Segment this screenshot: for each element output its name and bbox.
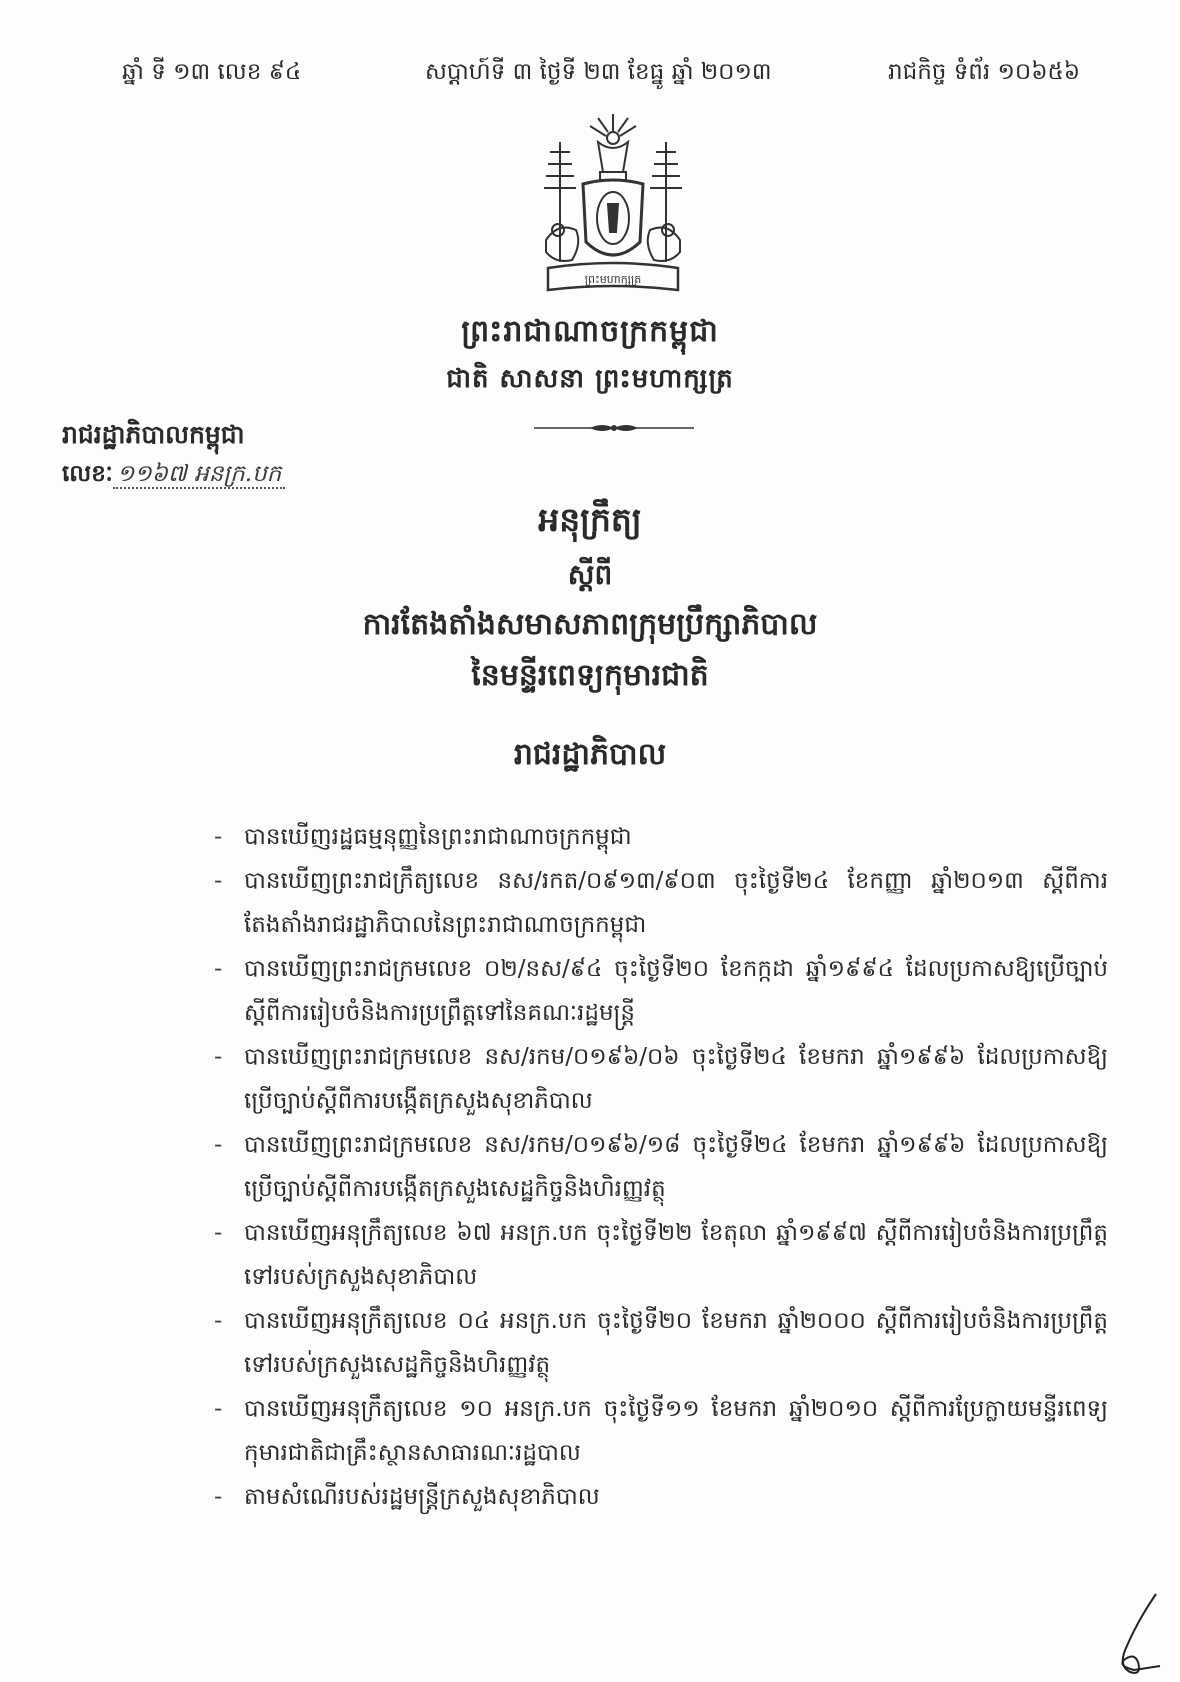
reference-number xyxy=(62,460,285,493)
royal-coat-of-arms-icon xyxy=(528,112,698,310)
consideration-item: - បានឃើញអនុក្រឹត្យលេខ ៦៧ អនក្រ.បក ចុះថ្ងៃទី២២ ខែតុលា ឆ្នាំ១៩៩៧ ស្តីពីការរៀបចំនិងការប្រព្រឹត្តទៅរបស់ក្រសួងសុខាភិបាល xyxy=(208,1211,1108,1299)
kingdom-motto: ជាតិ សាសនា ព្រះមហាក្សត្រ xyxy=(446,364,734,394)
gazette-year-issue: ឆ្នាំ ទី ១៣ លេខ ៩៤ xyxy=(122,59,302,85)
document-type: អនុក្រឹត្យ xyxy=(538,500,642,539)
gazette-page-number: រាជកិច្ច ទំព័រ ១០៦៥៦ xyxy=(888,59,1081,85)
divider-ornament-icon xyxy=(534,422,694,434)
reference-number-value: ១១៦៧ អនក្រ.បក xyxy=(113,461,285,489)
gazette-header xyxy=(0,58,1180,98)
gazette-date: សប្តាហ៍ទី ៣ ថ្ងៃទី ២៣ ខែធ្នូ ឆ្នាំ ២០១៣ xyxy=(425,59,772,85)
document-subject-line-2: នៃមន្ទីរពេទ្យកុមារជាតិ xyxy=(471,658,709,693)
consideration-item: - បានឃើញព្រះរាជក្រឹត្យលេខ នស/រកត/០៩១៣/៩០៣ ចុះថ្ងៃទី២៤ ខែកញ្ញា ឆ្នាំ២០១៣ ស្តីពីការតែងតាំងរាជរដ្ឋាភិបាលនៃព្រះរាជាណាចក្រកម្ពុជា xyxy=(208,859,1108,947)
consideration-item: - បានឃើញអនុក្រឹត្យលេខ ០៤ អនក្រ.បក ចុះថ្ងៃទី២០ ខែមករា ឆ្នាំ២០០០ ស្តីពីការរៀបចំនិងការប្រព្រឹត្តទៅរបស់ក្រសួងសេដ្ឋកិច្ចនិងហិរញ្ញវត្ថុ xyxy=(208,1299,1108,1387)
consideration-item: - បានឃើញព្រះរាជក្រមលេខ នស/រកម/០១៩៦/១៨ ចុះថ្ងៃទី២៤ ខែមករា ឆ្នាំ១៩៩៦ ដែលប្រកាសឱ្យប្រើច្បាប់ស្តីពីការបង្កើតក្រសួងសេដ្ឋកិច្ចនិងហិរញ្ញវត្ថុ xyxy=(208,1123,1108,1211)
document-about: ស្តីពី xyxy=(567,558,613,591)
document-subject-line-1: ការតែងតាំងសមាសភាពក្រុមប្រឹក្សាភិបាល xyxy=(362,607,818,642)
kingdom-title: ព្រះរាជាណាចក្រកម្ពុជា xyxy=(461,314,719,349)
consideration-item: - តាមសំណើរបស់រដ្ឋមន្ត្រីក្រសួងសុខាភិបាល xyxy=(208,1475,1108,1519)
consideration-item: - បានឃើញព្រះរាជក្រមលេខ ០២/នស/៩៤ ចុះថ្ងៃទី២០ ខែកក្កដា ឆ្នាំ១៩៩៤ ដែលប្រកាសឱ្យប្រើច្បាប់ស្តីពីការរៀបចំនិងការប្រព្រឹត្តទៅនៃគណៈរដ្ឋមន្ត្រី xyxy=(208,947,1108,1035)
consideration-item: - បានឃើញរដ្ឋធម្មនុញ្ញនៃព្រះរាជាណាចក្រកម្ពុជា xyxy=(208,815,1108,859)
reference-label: លេខៈ xyxy=(62,461,113,487)
consideration-item: - បានឃើញអនុក្រឹត្យលេខ ១០ អនក្រ.បក ចុះថ្ងៃទី១១ ខែមករា ឆ្នាំ២០១០ ស្តីពីការប្រែក្លាយមន្ទីរពេទ្យកុមារជាតិជាគ្រឹះស្ថានសាធារណៈរដ្ឋបាល xyxy=(208,1387,1108,1475)
consideration-item: - បានឃើញព្រះរាជក្រមលេខ នស/រកម/០១៩៦/០៦ ចុះថ្ងៃទី២៤ ខែមករា ឆ្នាំ១៩៩៦ ដែលប្រកាសឱ្យប្រើច្បាប់ស្តីពីការបង្កើតក្រសួងសុខាភិបាល xyxy=(208,1035,1108,1123)
issuer-heading: រាជរដ្ឋាភិបាល xyxy=(513,737,667,772)
considerations-list xyxy=(208,815,1108,1519)
emblem-banner-text: ព្រះមហាក្សត្រ xyxy=(584,273,642,286)
issuing-body-name: រាជរដ្ឋាភិបាលកម្ពុជា xyxy=(62,420,245,449)
initial-signature-mark xyxy=(1108,1590,1164,1680)
